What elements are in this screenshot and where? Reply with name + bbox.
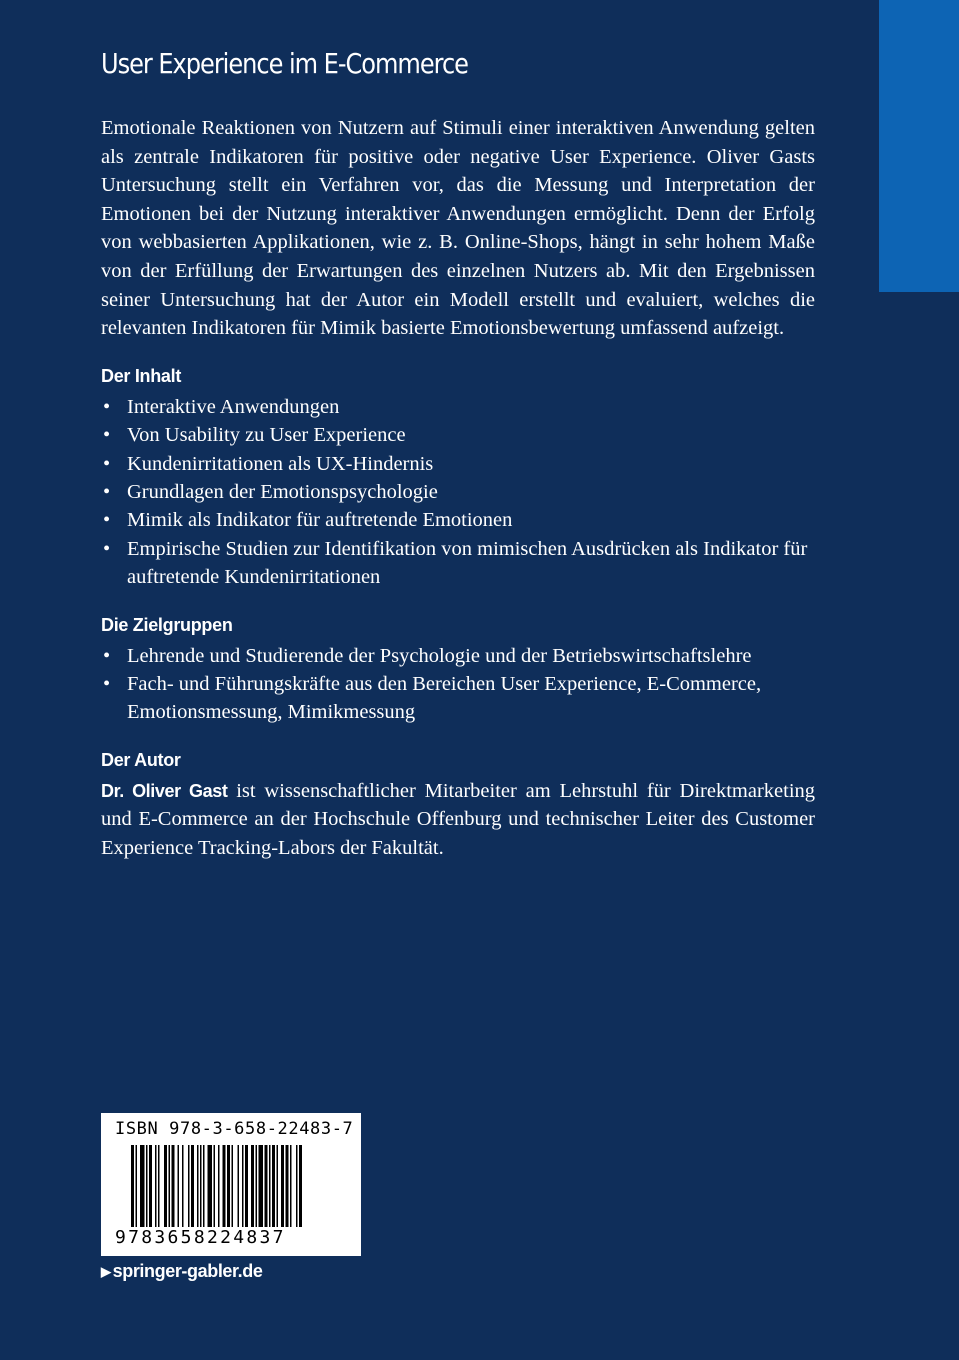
isbn-label: ISBN 978-3-658-22483-7 xyxy=(115,1119,354,1139)
bullet-icon: • xyxy=(103,452,111,475)
barcode-bar xyxy=(169,1145,171,1227)
barcode-bar xyxy=(140,1145,145,1227)
list-item: • Empirische Studien zur Identifikation von mimischen Ausdrücken als Indikator für auftretende Kundenirritationen xyxy=(101,535,815,592)
barcode-bar xyxy=(149,1145,152,1227)
barcode-bar xyxy=(277,1145,279,1227)
barcode-bar xyxy=(178,1145,180,1227)
list-item: • Fach- und Führungskräfte aus den Bereichen User Experience, E-Commerce, Emotionsmessung, Mimikmessung xyxy=(101,670,815,727)
triangle-right-icon: ▶ xyxy=(101,1264,111,1279)
barcode-bar xyxy=(245,1145,248,1227)
barcode-bar xyxy=(272,1145,275,1227)
barcode-bar xyxy=(136,1145,138,1227)
website-link[interactable]: springer-gabler.de xyxy=(112,1261,263,1281)
bullet-icon: • xyxy=(103,537,111,560)
barcode-bar xyxy=(182,1145,184,1227)
barcode-bar xyxy=(203,1145,205,1227)
isbn-barcode xyxy=(101,1113,361,1256)
barcode-bar xyxy=(232,1145,234,1227)
barcode-bar xyxy=(251,1145,254,1227)
bullet-icon: • xyxy=(103,509,111,532)
author-heading: Der Autor xyxy=(101,749,181,770)
barcode-bar xyxy=(269,1145,271,1227)
back-cover-content xyxy=(101,44,815,863)
audience-list xyxy=(101,642,815,727)
barcode-bar xyxy=(155,1145,157,1227)
list-item: • Kundenirritationen als UX-Hindernis xyxy=(101,450,815,478)
list-item: • Grundlagen der Emotionspsychologie xyxy=(101,478,815,506)
cover-accent-bar xyxy=(879,0,959,292)
bullet-icon: • xyxy=(103,395,111,418)
barcode-bar xyxy=(172,1145,175,1227)
barcode-bar xyxy=(299,1145,302,1227)
list-item: • Interaktive Anwendungen xyxy=(101,393,815,421)
barcode-bar xyxy=(197,1145,199,1227)
barcode-bar xyxy=(131,1145,134,1227)
book-title: User Experience im E-Commerce xyxy=(101,47,468,80)
barcode-bar xyxy=(227,1145,230,1227)
publisher-website[interactable] xyxy=(101,1261,262,1282)
barcode-bar xyxy=(158,1145,160,1227)
list-item: • Mimik als Indikator für auftretende Emotionen xyxy=(101,506,815,534)
barcode-bar xyxy=(281,1145,284,1227)
bullet-icon: • xyxy=(103,644,111,667)
barcode-bar xyxy=(296,1145,298,1227)
barcode-bar xyxy=(223,1145,226,1227)
author-bio-text: ist wissenschaftlicher Mitarbeiter am Lehrstuhl für Direktmarketing und E-Commerce an der Hochschule Offenburg und technischer Leiter des Customer Experience Tracking-Labors der Fakultät. xyxy=(101,779,816,859)
barcode-bar xyxy=(256,1145,258,1227)
barcode-bar xyxy=(200,1145,202,1227)
barcode-bar xyxy=(259,1145,264,1227)
barcode-bar xyxy=(290,1145,292,1227)
barcode-bar xyxy=(242,1145,244,1227)
barcode-bar xyxy=(218,1145,220,1227)
bullet-icon: • xyxy=(103,424,111,447)
barcode-bar xyxy=(146,1145,148,1227)
book-blurb: Emotionale Reaktionen von Nutzern auf Stimuli einer interaktiven Anwendung gelten als zentrale Indikatoren für positive oder negative User Experience. Oliver Gasts Untersuchung stellt ein Verfahren vor, das die Messung und Interpretation der Emotionen bei der Nutzung interaktiver Anwendungen ermöglicht. Denn der Erfolg von webbasierten Applikationen, wie z. B. Online-Shops, hängt in sehr hohem Maße von der Erfüllung der Erwartungen des einzelnen Nutzers ab. Mit den Ergebnissen seiner Untersuchung hat der Autor ein Modell erstellt und evaluiert, welches die relevanten Indikatoren für Mimik basierte Emotionsbewertung umfassend aufzeigt. xyxy=(101,117,815,340)
barcode-bar xyxy=(238,1145,240,1227)
barcode-bar xyxy=(164,1145,167,1227)
barcode-bar xyxy=(188,1145,190,1227)
author-name: Dr. Oliver Gast xyxy=(101,780,228,801)
list-item: • Von Usability zu User Experience xyxy=(101,421,815,449)
barcode-bar xyxy=(208,1145,213,1227)
list-item: • Lehrende und Studierende der Psychologie und der Betriebswirtschaftslehre xyxy=(101,642,815,670)
barcode-bar xyxy=(286,1145,289,1227)
contents-heading: Der Inhalt xyxy=(101,365,182,386)
barcode-bar xyxy=(191,1145,194,1227)
author-bio xyxy=(101,777,815,863)
barcode-bar xyxy=(265,1145,268,1227)
audience-heading: Die Zielgruppen xyxy=(101,614,233,635)
barcode-bar xyxy=(214,1145,216,1227)
contents-list xyxy=(101,393,815,592)
bullet-icon: • xyxy=(103,673,111,695)
bullet-icon: • xyxy=(103,480,111,503)
barcode-digits: 9783658224837 xyxy=(115,1227,286,1248)
